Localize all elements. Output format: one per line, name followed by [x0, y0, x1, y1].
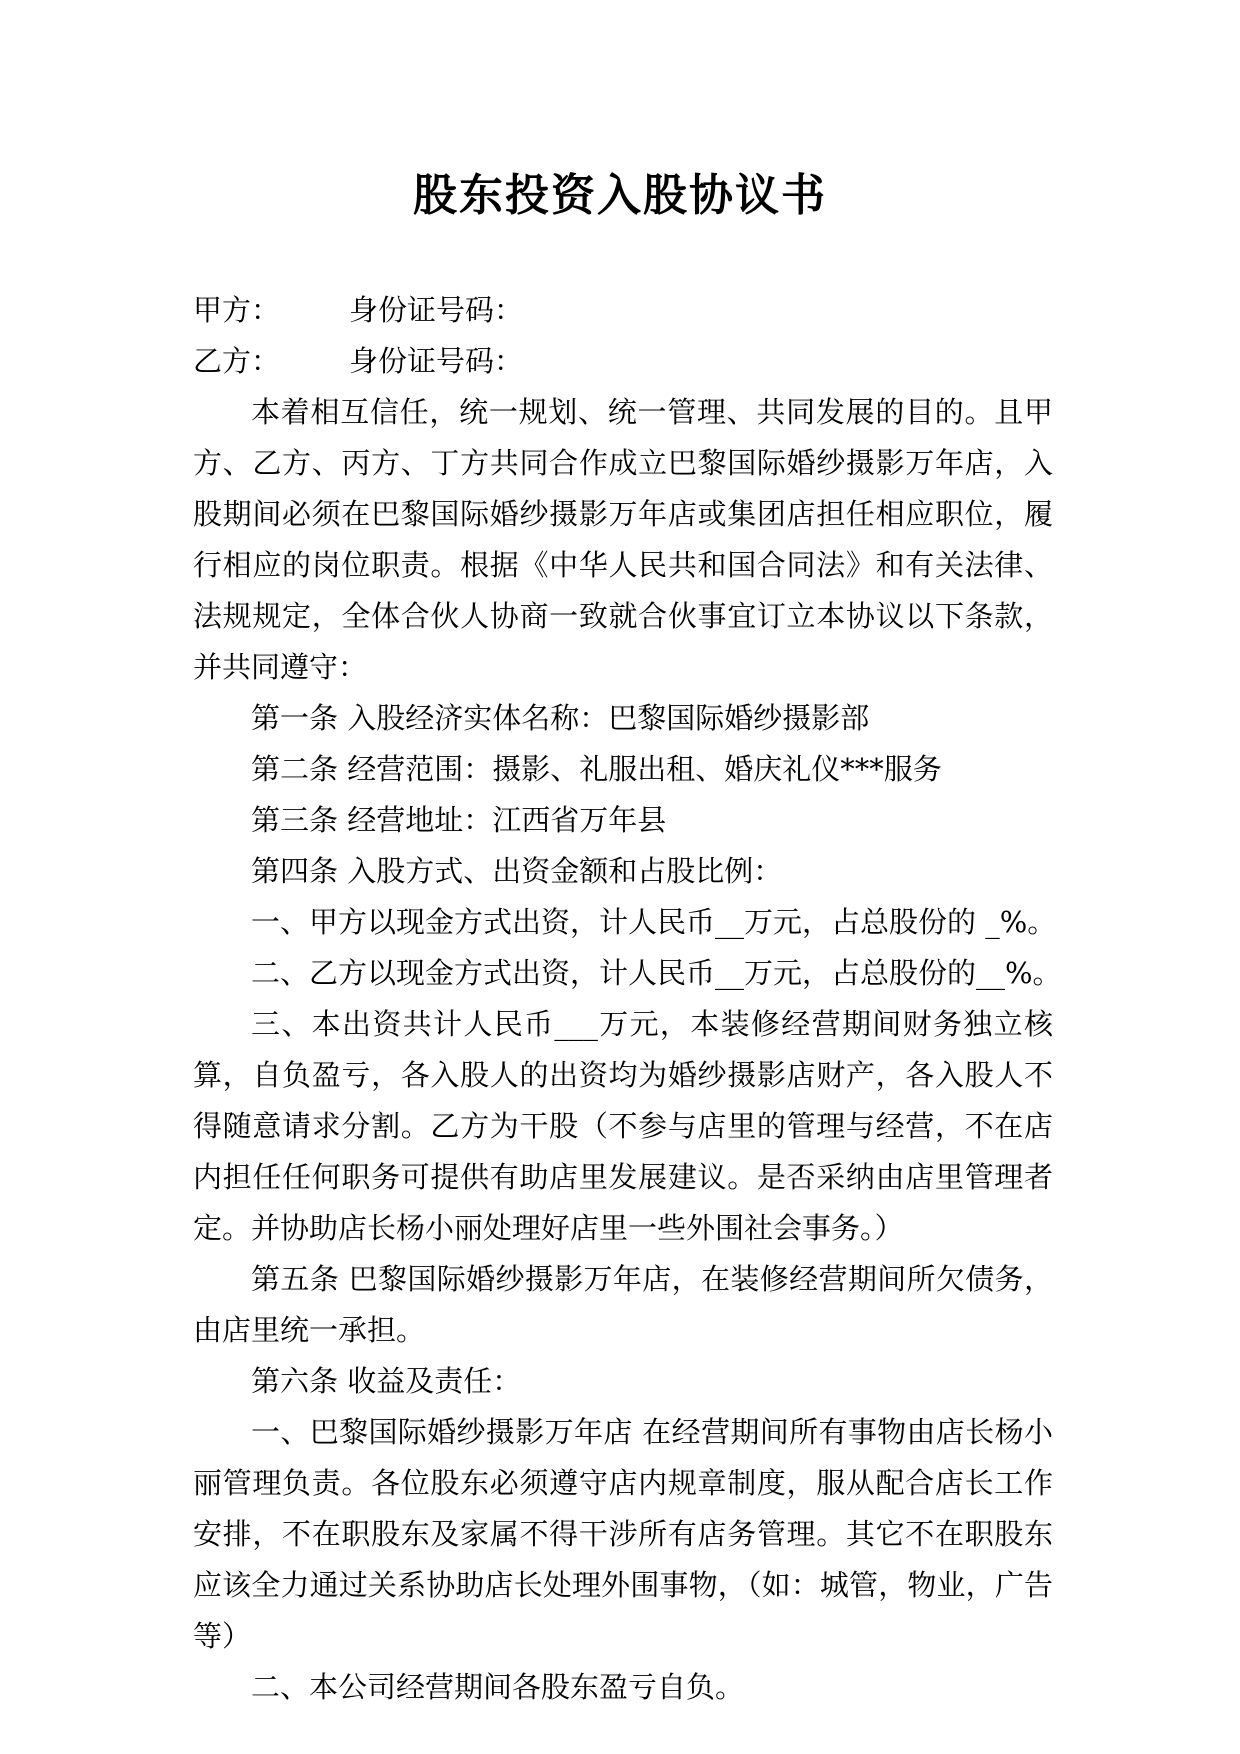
article-4-item-3: 三、本出资共计人民币___万元，本装修经营期间财务独立核算，自负盈亏，各入股人的出资均为婚纱摄影店财产，各入股人不得随意请求分割。乙方为干股（不参与店里的管理与经营，不在店内担任任何职务可提供有助店里发展建议。是否采纳由店里管理者定。并协助店长杨小丽处理好店里一些外围社会事务。）	[193, 1007, 1053, 1245]
article-4-item-2: 二、乙方以现金方式出资，计人民币__万元，占总股份的__%。	[251, 956, 1062, 990]
intro-paragraph: 本着相互信任，统一规划、统一管理、共同发展的目的。且甲方、乙方、丙方、丁方共同合作成立巴黎国际婚纱摄影万年店，入股期间必须在巴黎国际婚纱摄影万年店或集团店担任相应职位，履行相应的岗位职责。根据《中华人民共和国合同法》和有关法律、法规规定，全体合伙人协商一致就合伙事宜订立本协议以下条款，并共同遵守：	[193, 395, 1053, 684]
article-2: 第二条 经营范围：摄影、礼服出租、婚庆礼仪***服务	[251, 752, 942, 786]
article-6: 第六条 收益及责任：	[251, 1364, 522, 1398]
article-4: 第四条 入股方式、出资金额和占股比例：	[251, 854, 783, 888]
party-a-line	[193, 285, 1053, 336]
document-title: 股东投资入股协议书	[413, 170, 827, 221]
article-4-item-1: 一、甲方以现金方式出资，计人民币__万元，占总股份的 _%。	[251, 905, 1057, 939]
article-6-item-2: 二、本公司经营期间各股东盈亏自负。	[251, 1670, 745, 1704]
party-b-label: 乙方：	[193, 344, 281, 378]
document-body	[193, 285, 1062, 1713]
article-3: 第三条 经营地址：江西省万年县	[251, 803, 667, 837]
party-b-id-label: 身份证号码：	[349, 344, 524, 378]
party-a-id-label: 身份证号码：	[349, 293, 524, 327]
party-a-label: 甲方：	[193, 293, 281, 327]
article-6-item-1: 一、巴黎国际婚纱摄影万年店 在经营期间所有事物由店长杨小丽管理负责。各位股东必须遵守店内规章制度，服从配合店长工作安排，不在职股东及家属不得干涉所有店务管理。其它不在职股东应该全力通过关系协助店长处理外围事物，（如：城管，物业，广告等）	[193, 1415, 1053, 1653]
article-5: 第五条 巴黎国际婚纱摄影万年店，在装修经营期间所欠债务，由店里统一承担。	[193, 1262, 1053, 1347]
article-1: 第一条 入股经济实体名称：巴黎国际婚纱摄影部	[251, 701, 870, 735]
party-b-line	[193, 336, 1053, 387]
